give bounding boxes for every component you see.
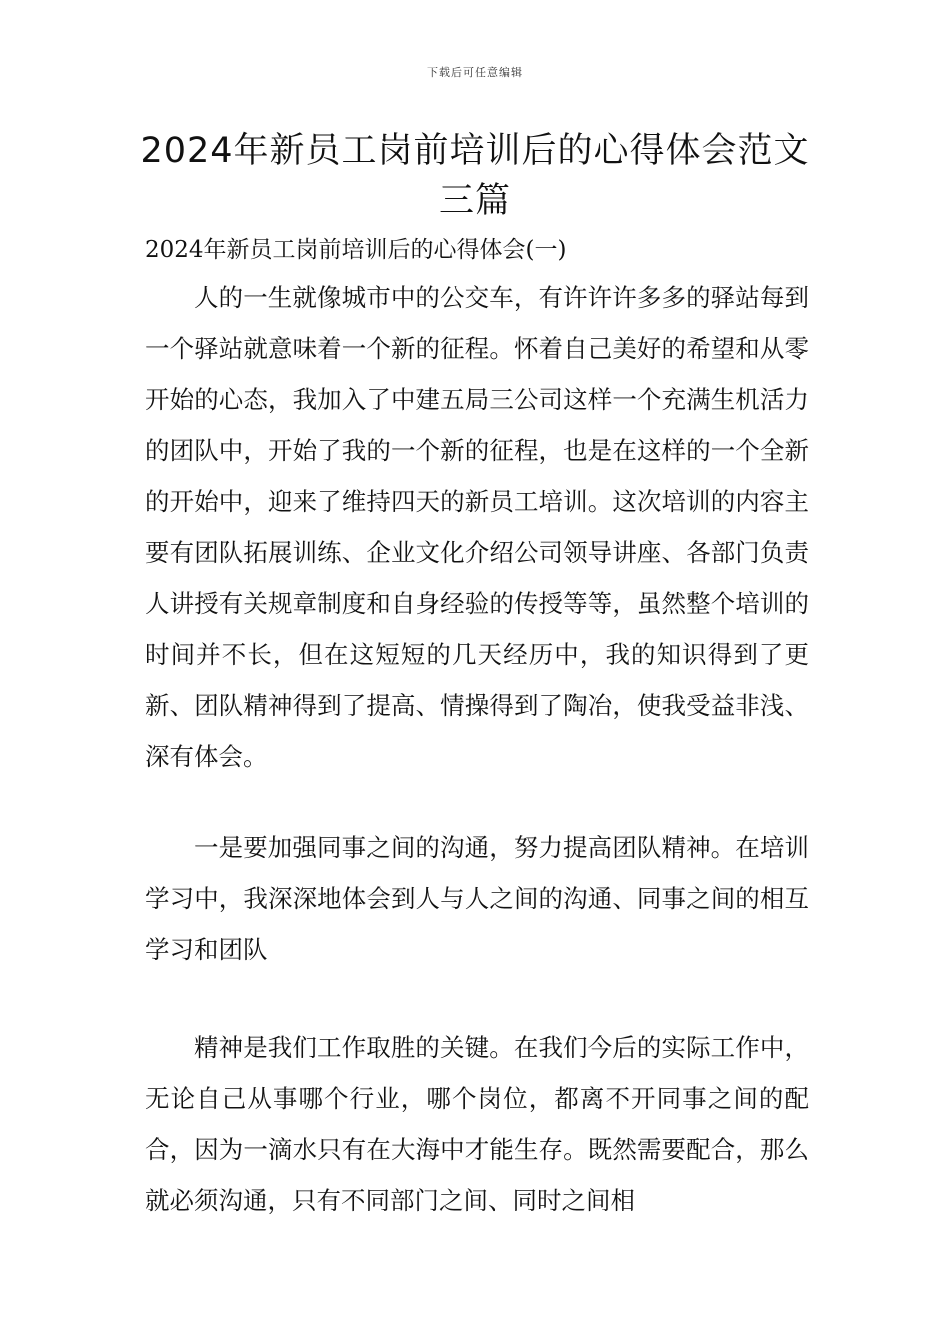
body-paragraph: 精神是我们工作取胜的关键。在我们今后的实际工作中，无论自己从事哪个行业，哪个岗位，都离不开同事之间的配合，因为一滴水只有在大海中才能生存。既然需要配合，那么就必须沟通，只有不同部门之间、同时之间相 <box>145 1033 809 1215</box>
body-paragraph: 人的一生就像城市中的公交车，有许许许多多的驿站每到一个驿站就意味着一个新的征程。怀着自己美好的希望和从零开始的心态，我加入了中建五局三公司这样一个充满生机活力的团队中，开始了我的一个新的征程，也是在这样的一个全新的开始中，迎来了维持四天的新员工培训。这次培训的内容主要有团队拓展训练、企业文化介绍公司领导讲座、各部门负责人讲授有关规章制度和自身经验的传授等等，虽然整个培训的时间并不长，但在这短短的几天经历中，我的知识得到了更新、团队精神得到了提高、情操得到了陶冶，使我受益非浅、深有体会。 <box>145 283 809 771</box>
section-heading: 2024年新员工岗前培训后的心得体会(一) <box>145 237 567 263</box>
document-title: 2024年新员工岗前培训后的心得体会范文三篇 <box>140 131 810 221</box>
body-paragraph: 一是要加强同事之间的沟通，努力提高团队精神。在培训学习中，我深深地体会到人与人之间的沟通、同事之间的相互学习和团队 <box>145 833 809 964</box>
header-note: 下载后可任意编辑 <box>427 66 523 79</box>
